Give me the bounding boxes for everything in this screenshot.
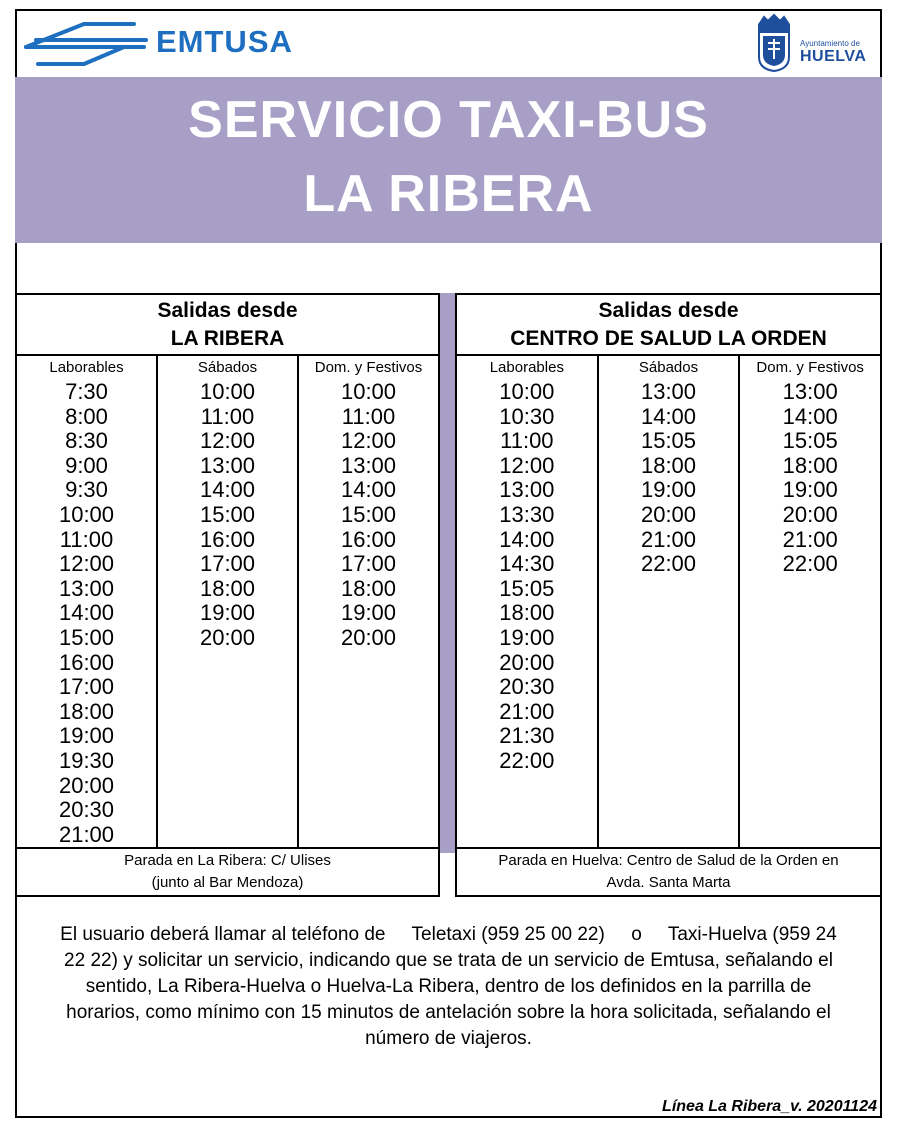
departure-time: 11:00: [500, 428, 554, 454]
departure-time: 7:30: [65, 379, 108, 404]
column-header: Dom. y Festivos: [314, 359, 423, 376]
departure-time: 12:00: [499, 452, 555, 478]
departure-time: 15:00: [199, 501, 256, 527]
stop-info: [17, 849, 438, 894]
departure-time: 16:00: [199, 526, 256, 552]
departure-time: 19:00: [199, 600, 256, 626]
departure-time: 15:00: [58, 624, 115, 650]
panel-origin: LA RIBERA: [170, 327, 285, 350]
departure-time: 15:05: [640, 428, 697, 454]
city-label-small: Ayuntamiento de: [800, 39, 860, 48]
column-header: Dom. y Festivos: [756, 359, 864, 376]
instructions-line: horarios, como mínimo con 15 minutos de antelación sobre la hora solicitada, señalando el: [66, 1002, 831, 1023]
instructions-line: sentido, La Ribera-Huelva o Huelva-La Ribera, dentro de los definidos en la parrilla de: [85, 976, 812, 997]
column-sabados: [597, 356, 739, 847]
stop-line: Avda. Santa Marta: [606, 874, 731, 891]
stop-line: Parada en Huelva: Centro de Salud de la Orden en: [498, 852, 839, 869]
version-label: Línea La Ribera_v. 20201124: [662, 1098, 877, 1115]
departure-time: 21:00: [58, 821, 115, 847]
departure-time: 18:00: [640, 452, 697, 478]
departure-time: 20:00: [499, 649, 555, 675]
times-list: [740, 380, 880, 577]
emtusa-arrows-icon: [24, 20, 154, 70]
schedule-columns: [17, 356, 438, 849]
departure-time: 10:00: [199, 379, 256, 404]
departure-time: 13:00: [58, 575, 115, 601]
column-sabados: [156, 356, 297, 847]
departure-time: 20:00: [199, 624, 256, 650]
instructions-line: número de viajeros.: [365, 1028, 532, 1049]
panel-separator: [440, 293, 455, 853]
column-header: Sábados: [638, 359, 699, 376]
departure-time: 15:05: [782, 428, 838, 454]
departure-time: 18:00: [199, 575, 256, 601]
huelva-logo: [754, 13, 874, 73]
departure-time: 19:00: [58, 723, 115, 749]
departure-time: 9:00: [65, 452, 108, 478]
departure-time: 8:30: [65, 428, 108, 454]
schedule-panel-la-ribera: [15, 293, 440, 897]
departure-time: 18:00: [499, 600, 555, 626]
city-crest-icon: [754, 13, 794, 73]
departure-time: 19:00: [499, 624, 555, 650]
departure-time: 18:00: [782, 452, 838, 478]
departure-time: 13:00: [782, 379, 838, 404]
departure-time: 11:00: [200, 403, 255, 429]
departure-time: 22:00: [499, 747, 555, 773]
page-title: SERVICIO TAXI-BUS: [188, 91, 709, 149]
departure-time: 17:00: [58, 674, 115, 700]
column-laborables: [17, 356, 156, 847]
column-domingos-festivos: [738, 356, 880, 847]
stop-line: (junto al Bar Mendoza): [151, 874, 304, 891]
departure-time: 21:30: [499, 723, 555, 749]
times-list: [599, 380, 739, 577]
departure-time: 13:00: [199, 452, 256, 478]
departure-time: 10:00: [340, 379, 397, 404]
panel-origin: CENTRO DE SALUD LA ORDEN: [510, 327, 827, 350]
departure-time: 19:00: [340, 600, 397, 626]
panel-header: [17, 295, 438, 356]
times-list: [158, 380, 297, 651]
departure-time: 14:00: [340, 477, 397, 503]
emtusa-logo-text: EMTUSA: [156, 24, 293, 59]
departure-time: 15:00: [340, 501, 397, 527]
times-list: [299, 380, 438, 651]
page-subtitle: LA RIBERA: [303, 165, 594, 223]
departure-time: 15:05: [499, 575, 555, 601]
departure-time: 14:00: [782, 403, 838, 429]
times-list: [457, 380, 597, 774]
departure-time: 14:30: [499, 551, 555, 577]
departure-time: 13:00: [640, 379, 697, 404]
departure-time: 17:00: [340, 551, 397, 577]
departure-time: 20:00: [640, 501, 697, 527]
departure-time: 8:00: [65, 403, 108, 429]
instructions-line: El usuario deberá llamar al teléfono de Teletaxi (959 25 00 22) o Taxi-Huelva (959 24: [60, 924, 837, 945]
city-label: HUELVA: [800, 48, 867, 65]
emtusa-logo: [24, 20, 354, 70]
schedule-panel-centro-salud: [455, 293, 882, 897]
column-header: Laborables: [489, 359, 564, 376]
column-laborables: [457, 356, 597, 847]
departure-time: 20:00: [782, 501, 838, 527]
departure-time: 13:30: [499, 501, 555, 527]
departure-time: 19:30: [58, 747, 115, 773]
departure-time: 13:00: [340, 452, 397, 478]
departure-time: 13:00: [499, 477, 555, 503]
departure-time: 14:00: [199, 477, 256, 503]
column-domingos-festivos: [297, 356, 438, 847]
departure-time: 21:00: [499, 698, 555, 724]
panel-title: Salidas desde: [598, 299, 739, 322]
departure-time: 10:00: [58, 501, 115, 527]
departure-time: 21:00: [640, 526, 697, 552]
departure-time: 12:00: [340, 428, 397, 454]
departure-time: 16:00: [340, 526, 397, 552]
departure-time: 20:00: [58, 772, 115, 798]
times-list: [17, 380, 156, 847]
title-banner: [15, 77, 882, 243]
departure-time: 22:00: [640, 551, 697, 577]
departure-time: 12:00: [199, 428, 256, 454]
departure-time: 17:00: [199, 551, 256, 577]
departure-time: 12:00: [58, 551, 115, 577]
stop-line: Parada en La Ribera: C/ Ulises: [124, 852, 331, 869]
departure-time: 14:00: [58, 600, 115, 626]
departure-time: 16:00: [58, 649, 115, 675]
column-header: Sábados: [197, 359, 258, 376]
panel-title: Salidas desde: [157, 299, 298, 322]
schedule-columns: [457, 356, 880, 849]
departure-time: 14:00: [499, 526, 555, 552]
instructions-line: 22 22) y solicitar un servicio, indicando que se trata de un servicio de Emtusa, señalando el: [64, 950, 833, 971]
departure-time: 20:30: [58, 797, 115, 823]
departure-time: 22:00: [782, 551, 838, 577]
departure-time: 10:00: [499, 379, 555, 404]
departure-time: 21:00: [782, 526, 838, 552]
departure-time: 9:30: [65, 477, 108, 503]
departure-time: 14:00: [640, 403, 697, 429]
departure-time: 11:00: [341, 403, 396, 429]
departure-time: 20:00: [340, 624, 397, 650]
departure-time: 11:00: [59, 526, 114, 552]
departure-time: 10:30: [499, 403, 555, 429]
departure-time: 19:00: [782, 477, 838, 503]
column-header: Laborables: [49, 359, 124, 376]
departure-time: 19:00: [640, 477, 697, 503]
stop-info: [457, 849, 880, 894]
instructions-text: [18, 922, 879, 1052]
departure-time: 18:00: [58, 698, 115, 724]
panel-header: [457, 295, 880, 356]
departure-time: 18:00: [340, 575, 397, 601]
departure-time: 20:30: [499, 674, 555, 700]
